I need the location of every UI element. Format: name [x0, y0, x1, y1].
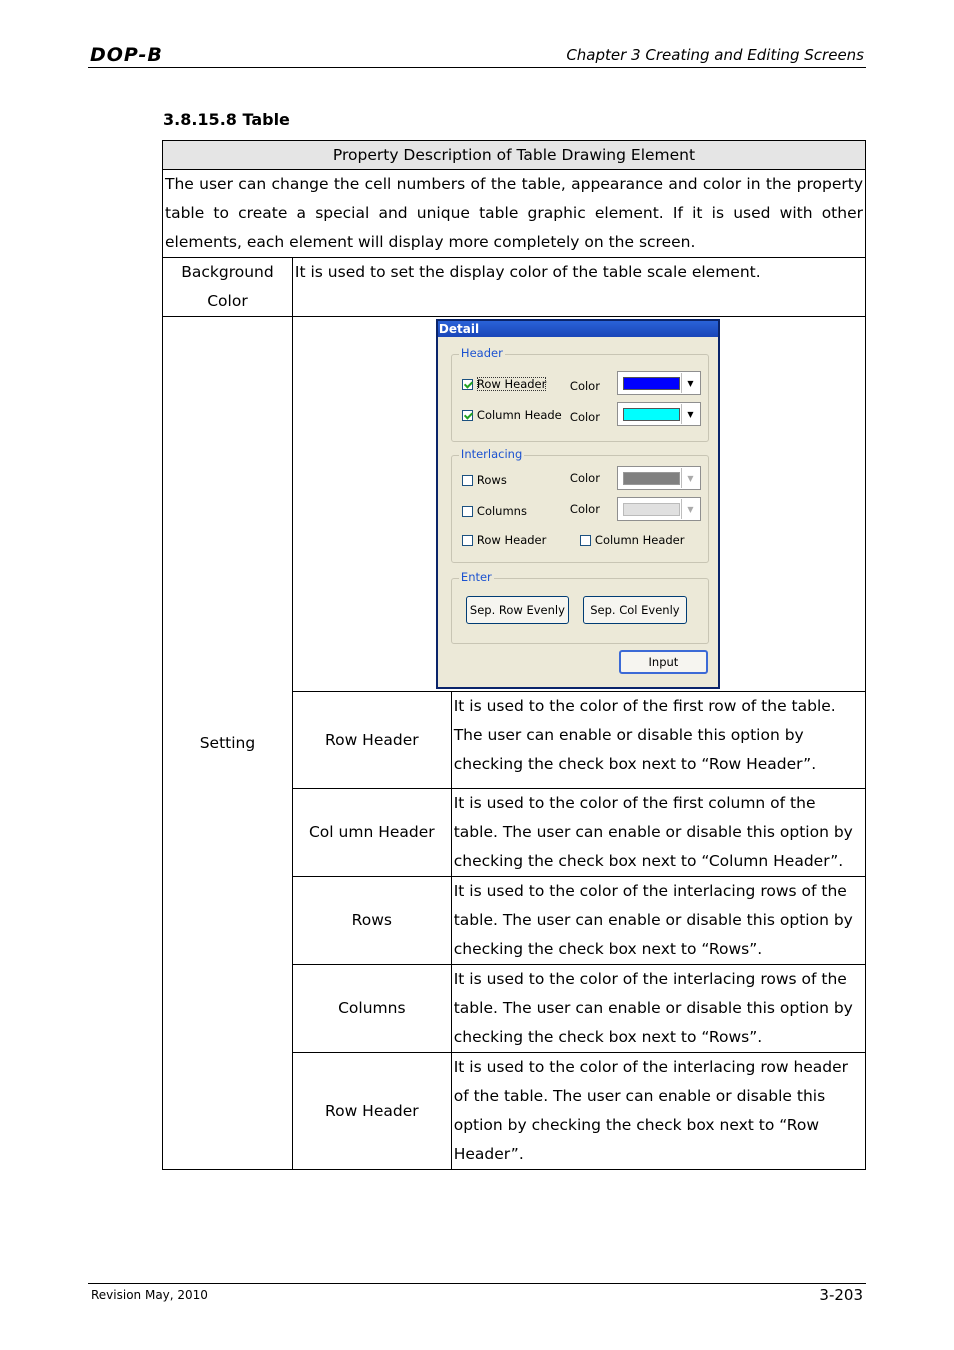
rows-color-label: Color [569, 471, 600, 485]
column-header-option[interactable] [462, 408, 562, 422]
background-color-label: Background Color [163, 258, 293, 317]
setting-desc-row-header: It is used to the color of the first row of the table. The user can enable or disable this option by checking the check box next to “Row Header”. [451, 692, 865, 789]
setting-name-row-header: Row Header [292, 692, 451, 789]
header-group-label: Header [460, 346, 503, 360]
interlacing-group-label: Interlacing [460, 447, 523, 461]
logo: DOP-B [90, 44, 163, 66]
columns-option[interactable] [462, 504, 527, 518]
header-rule [88, 67, 866, 68]
setting-desc-columns: It is used to the color of the interlacing rows of the table. The user can enable or disable this option by checking the check box next to “Rows”. [451, 965, 865, 1053]
section-title: 3.8.15.8 Table [163, 110, 290, 129]
columns-color-label: Color [569, 502, 600, 516]
sep-row-evenly-button[interactable]: Sep. Row Evenly [466, 596, 569, 624]
rows-option[interactable] [462, 473, 507, 487]
chevron-down-icon[interactable]: ▼ [681, 373, 699, 393]
rows-label: Rows [476, 473, 507, 487]
input-button[interactable]: Input [619, 650, 708, 674]
setting-name-rows: Rows [292, 877, 451, 965]
enter-group-label: Enter [460, 570, 492, 584]
row-header-label: Row Header [476, 377, 547, 391]
rows-color-swatch [623, 472, 680, 485]
row-header-option[interactable] [462, 377, 546, 391]
chapter-title: Chapter 3 Creating and Editing Screens [566, 46, 864, 64]
enter-group [451, 570, 709, 644]
row-header-color-picker[interactable] [617, 371, 701, 395]
row-header-checkbox[interactable] [462, 379, 473, 390]
il-row-header-option[interactable] [462, 533, 546, 547]
columns-color-swatch [623, 503, 680, 516]
columns-color-picker[interactable] [617, 497, 701, 521]
table-intro: The user can change the cell numbers of the table, appearance and color in the property table to create a special and unique table graphic element. If it is used with other elements, each element will display more completely on the screen. [163, 170, 866, 258]
footer-rule [88, 1283, 866, 1284]
il-row-header-checkbox[interactable] [462, 535, 473, 546]
il-row-header-label: Row Header [476, 533, 547, 547]
background-color-desc: It is used to set the display color of the table scale element. [292, 258, 865, 317]
columns-label: Columns [476, 504, 527, 518]
il-column-header-checkbox[interactable] [580, 535, 591, 546]
column-header-color-swatch [623, 408, 680, 421]
setting-name-il-row-header: Row Header [292, 1053, 451, 1170]
row-header-color-label: Color [569, 379, 600, 393]
columns-checkbox[interactable] [462, 506, 473, 517]
column-header-color-picker[interactable] [617, 402, 701, 426]
table-title: Property Description of Table Drawing Element [163, 141, 866, 170]
column-header-checkbox[interactable] [462, 410, 473, 421]
chevron-down-icon[interactable]: ▼ [681, 499, 699, 519]
detail-dialog [436, 319, 720, 689]
setting-desc-column-header: It is used to the color of the first column of the table. The user can enable or disable this option by checking the check box next to “Column Header”. [451, 789, 865, 877]
column-header-color-label: Color [569, 410, 600, 424]
setting-name-columns: Columns [292, 965, 451, 1053]
property-table [162, 140, 866, 1170]
il-column-header-option[interactable] [580, 533, 685, 547]
rows-color-picker[interactable] [617, 466, 701, 490]
setting-desc-rows: It is used to the color of the interlacing rows of the table. The user can enable or disable this option by checking the check box next to “Rows”. [451, 877, 865, 965]
setting-desc-il-row-header: It is used to the color of the interlacing row header of the table. The user can enable or disable this option by checking the check box next to “Row Header”. [451, 1053, 865, 1170]
sep-col-evenly-button[interactable]: Sep. Col Evenly [583, 596, 687, 624]
chevron-down-icon[interactable]: ▼ [681, 404, 699, 424]
header-group [451, 346, 709, 442]
column-header-label: Column Heade [476, 408, 562, 422]
setting-name-column-header: Col umn Header [292, 789, 451, 877]
page-number: 3-203 [819, 1286, 863, 1304]
row-header-color-swatch [623, 377, 680, 390]
rows-checkbox[interactable] [462, 475, 473, 486]
chevron-down-icon[interactable]: ▼ [681, 468, 699, 488]
setting-label: Setting [163, 317, 293, 1170]
il-column-header-label: Column Header [594, 533, 685, 547]
dialog-title: Detail [438, 321, 718, 337]
dialog-screenshot-cell [292, 317, 865, 692]
revision-date: Revision May, 2010 [91, 1288, 208, 1302]
interlacing-group [451, 447, 709, 563]
